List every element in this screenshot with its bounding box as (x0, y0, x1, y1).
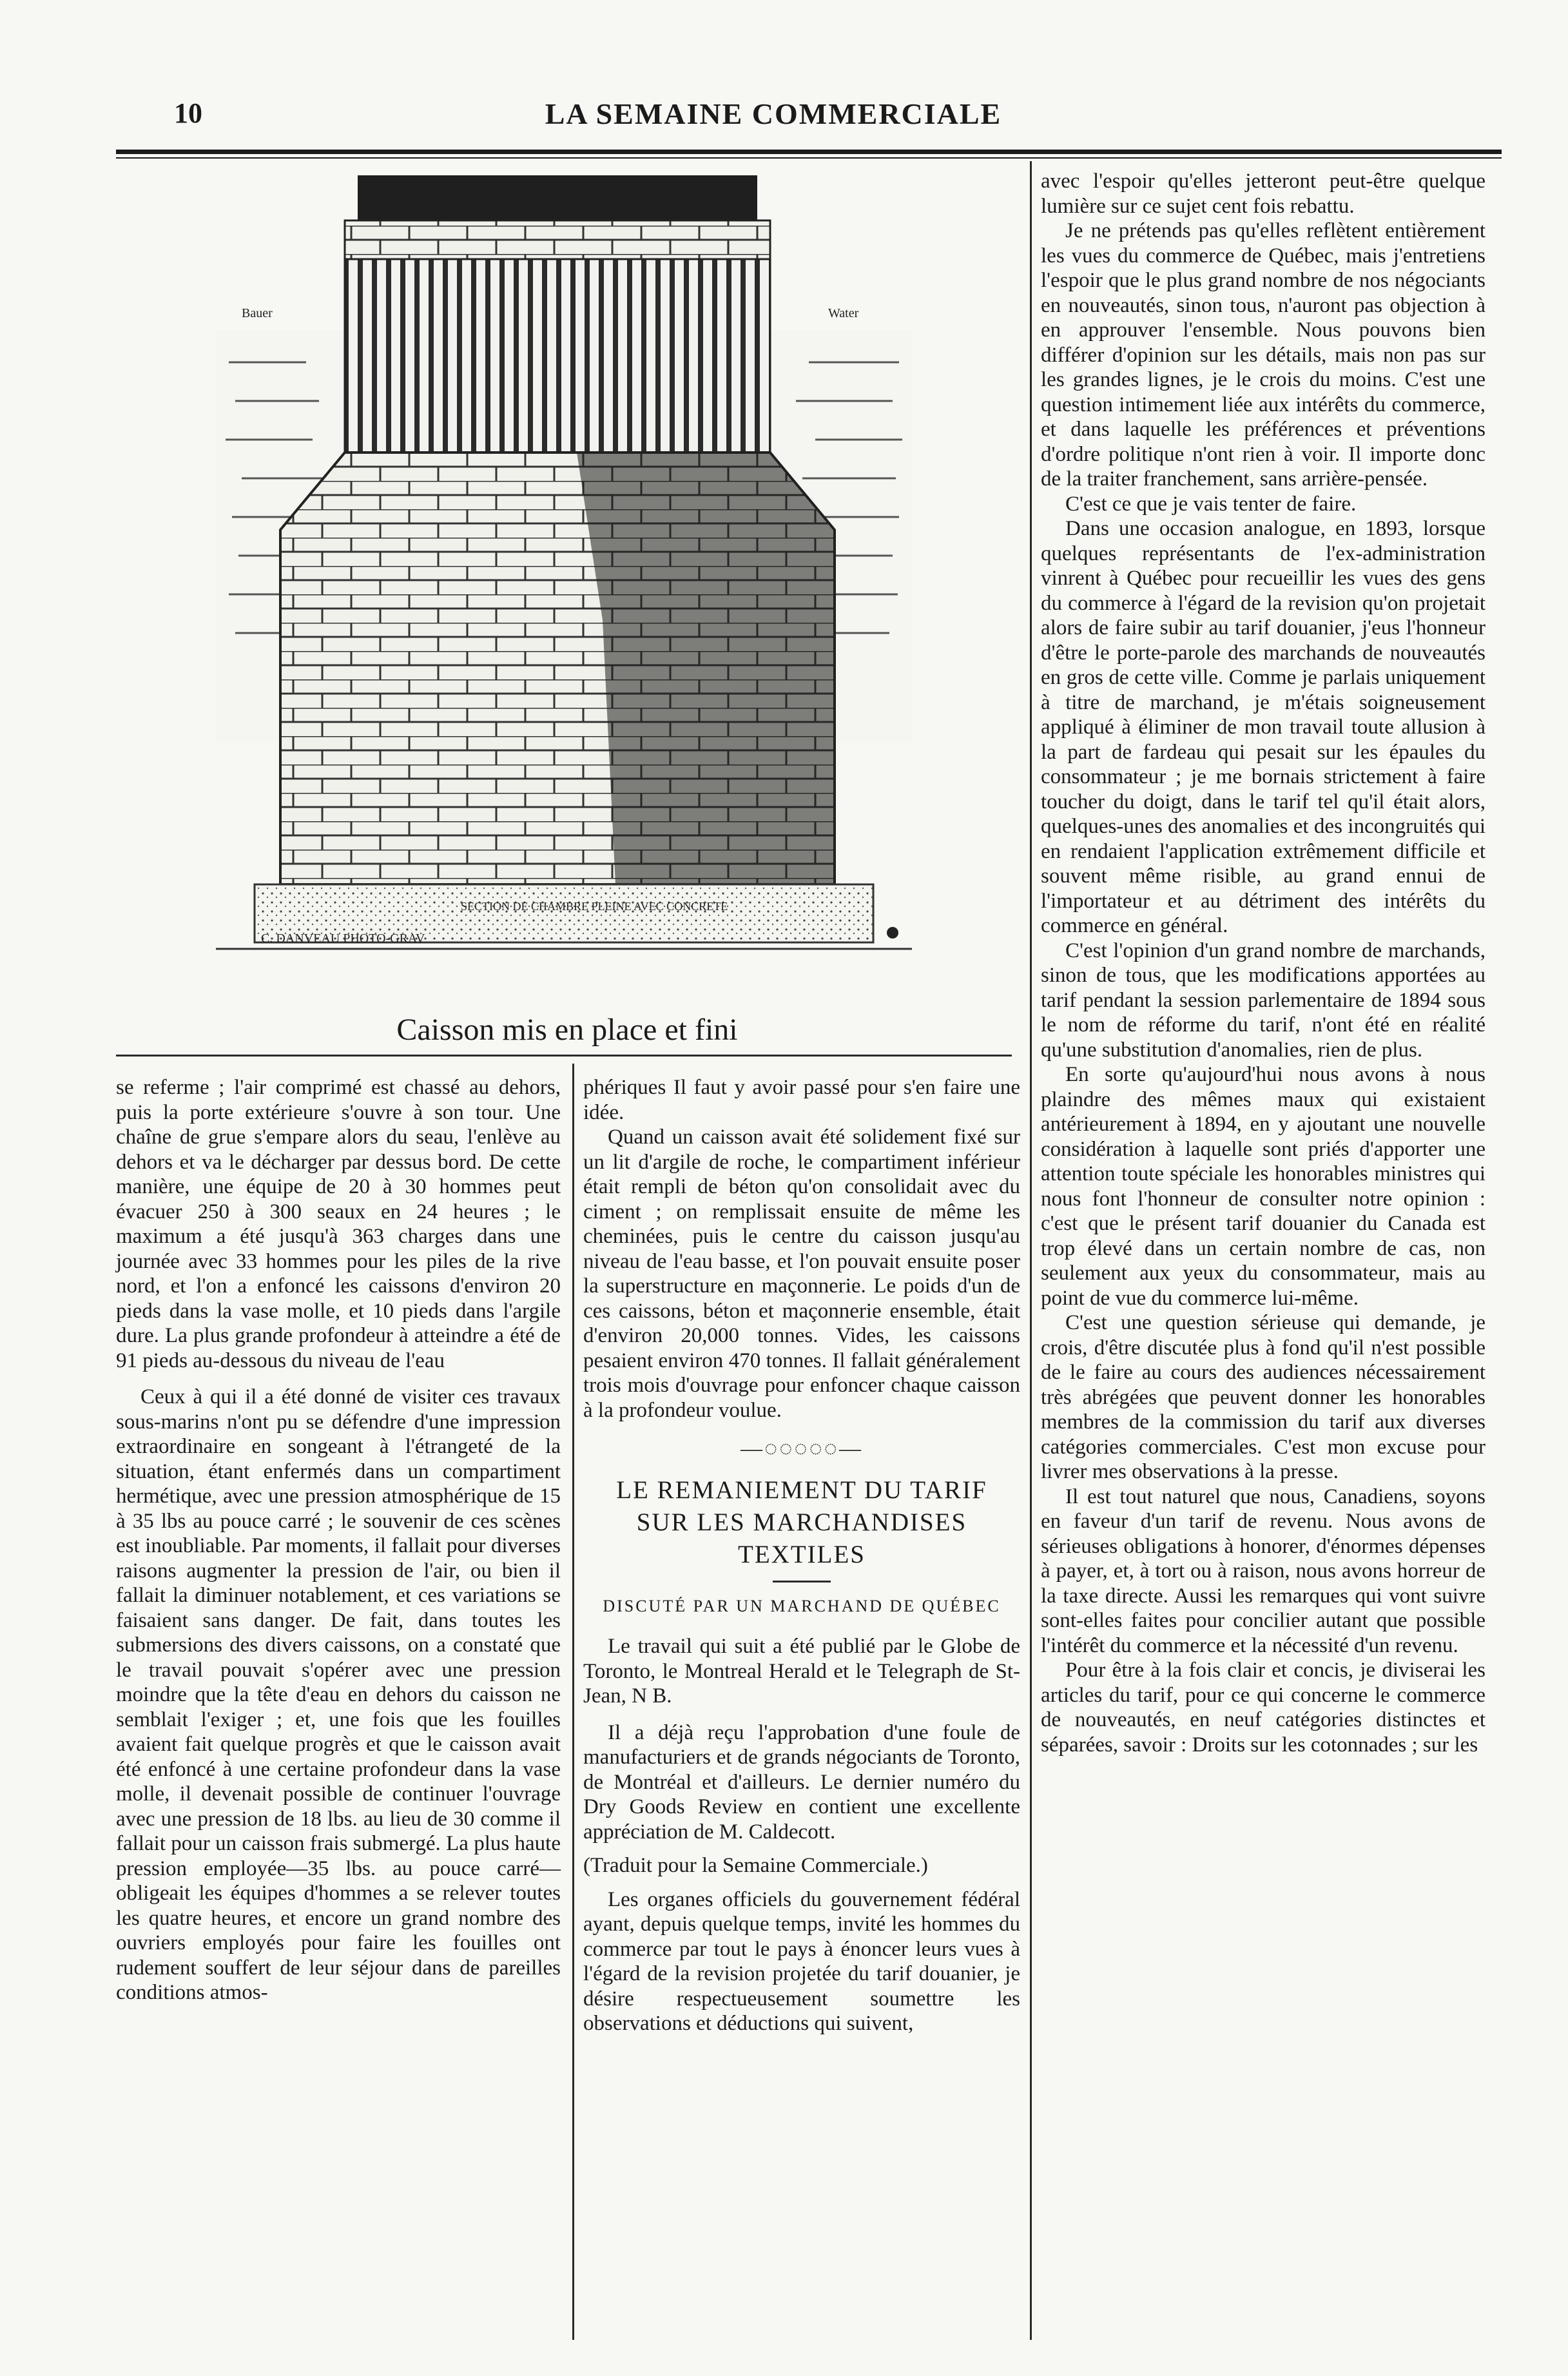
col3-paragraph: avec l'espoir qu'elles jetteront peut-être quelque lumière sur ce sujet cent fois rebattu. (1041, 170, 1486, 218)
col3-paragraph: Dans une occasion analogue, en 1893, lorsque quelques représentants de l'ex-administration vinrent à Québec pour recueillir les vues des gens du commerce à l'égard de la revision qu'on projetait alors de faire subir au tarif douanier, j'eus l'honneur d'être le porte-parole des marchands de nouveautés en gros de cette ville. Comme je parlais uniquement à titre de marchand, je m'étais soigneusement appliqué à éliminer de mon travail toute allusion à la part de fardeau qui pesait sur les épaules du consommateur ; je me bornais strictement à faire toucher du doigt, dans le tarif tel qu'il était alors, quelques-unes des anomalies et des incongruités qui en rendaient l'application extrêmement difficile et souvent même risible, au grand ennui de l'importateur et au détriment des intérêts du commerce en général. (1041, 517, 1486, 937)
illustration-caption: Caisson mis en place et fini (396, 1013, 738, 1047)
label-section: SECTION DE CHAMBRE PLEINE AVEC CONCRETE (461, 900, 728, 913)
col3-paragraph: C'est ce que je vais tenter de faire. (1065, 492, 1357, 516)
column-divider-1 (572, 1064, 574, 2340)
col2-paragraph: Quand un caisson avait été solidement fixé sur un lit d'argile de roche, le compartiment inférieur était rempli de béton qu'on consolidait avec du ciment ; on remplissait ensuite de même les cheminées, puis le centre du caisson jusqu'au niveau de l'eau basse, et l'on pouvait ensuite poser la superstructure en maçonnerie. Le poids d'un de ces caissons, béton et maçonnerie ensemble, était d'environ 20,000 tonnes. Vides, les caissons pesaient environ 470 tonnes. Il fallait généralement trois mois d'ouvrage pour enfoncer chaque caisson à la profondeur voulue. (583, 1125, 1020, 1422)
col3-paragraph: En sorte qu'aujourd'hui nous avons à nous plaindre des mêmes maux qui existaient antérieurement à 1894, en y ajoutant une nouvelle considération à laquelle sont priés d'apporter une attention toute spéciale les honorables ministres qui nous font l'honneur de consulter notre opinion : c'est que le présent tarif douanier du Canada est trop élevé dans un certain nombre de cas, non seulement aux yeux du consommateur, mais au point de vue du commerce lui-même. (1041, 1063, 1486, 1310)
col2-paragraph: Il a déjà reçu l'approbation d'une foule de manufacturiers et de grands négociants de Toronto, de Montréal et d'ailleurs. Le dernier numéro du Dry Goods Review en contient une excellente appréciation de M. Caldecott. (583, 1720, 1020, 1844)
col2-paragraph: Le travail qui suit a été publié par le Globe de Toronto, le Montreal Herald et le Telegraph de St-Jean, N B. (583, 1635, 1020, 1708)
label-left: Bauer (242, 306, 273, 320)
page-number: 10 (174, 97, 202, 129)
label-right: Water (828, 306, 859, 320)
label-engraver: C. DANVEAU PHOTO-GRAV (261, 931, 425, 946)
col3-paragraph: Il est tout naturel que nous, Canadiens, soyons en faveur d'un tarif de revenu. Nous avons de sérieuses obligations à honorer, d'énormes dépenses à payer, et, à tort ou à raison, nous avons horreur de la taxe directe. Aussi les remarques qui vont suivre sont-elles faites pour concilier autant que possible l'intérêt du commerce et la nécessité d'un revenu. (1041, 1485, 1486, 1657)
col3-paragraph: C'est l'opinion d'un grand nombre de marchands, sinon de tous, que les modifications apportées au tarif pendant la session parlementaire de 1894 sous le nom de réforme du tarif, n'ont été en réalité qu'une substitution d'anomalies, rien de plus. (1041, 939, 1486, 1062)
article-title-line-3: TEXTILES (738, 1540, 866, 1568)
caisson-engraving (216, 169, 912, 975)
title-rule (773, 1581, 831, 1582)
col3-paragraph: Je ne prétends pas qu'elles reflètent entièrement les vues du commerce de Québec, mais j'entretiens l'espoir que le plus grand nombre de nos négociants en nouveautés, sinon tous, n'auront pas objection à en approuver l'ensemble. Nous pouvons bien différer d'opinion sur les détails, mais non pas sur les grandes lignes, je le crois du moins. C'est une question intimement liée aux intérêts du commerce, et dans laquelle les préférences et préventions d'ordre politique n'ont rien à voir. Il importe donc de la traiter franchement, sans arrière-pensée. (1041, 219, 1486, 491)
page-header (116, 97, 1431, 135)
column-1 (116, 1075, 561, 2005)
translation-note: (Traduit pour la Semaine Commerciale.) (583, 1854, 928, 1877)
column-divider-2 (1030, 161, 1032, 2340)
col1-paragraph: Ceux à qui il a été donné de visiter ces travaux sous-marins n'ont pu se défendre d'une impression extraordinaire en songeant à l'étrangeté de la situation, étant enfermés dans un compartiment hermétique, avec une pression atmosphérique de 15 à 35 lbs au pouce carré ; le souvenir de ces scènes est inoubliable. Par moments, il fallait pour diverses raisons augmenter la pression de l'air, ou bien il fallait la diminuer notablement, et ces variations se faisaient sans danger. De fait, dans toutes les submersions des divers caissons, on a constaté que le travail pouvait s'opérer avec une pression moindre que la tête d'eau en dehors du caisson ne semblait l'exiger ; et, une fois que les fouilles avaient fait quelque progrès et que le caisson avait été enfoncé à une certaine profondeur dans la vase molle, il devenait possible de continuer l'ouvrage avec une pression de 18 lbs. au lieu de 30 comme il fallait pour un caisson frais submergé. La plus haute pression employée—35 lbs. au pouce carré—obligeait les équipes d'hommes a se relever toutes les quatre heures, et encore un grand nombre des ouvriers employés pour faire les fouilles ont rudement souffert de leur séjour dans de pareilles conditions atmos- (116, 1385, 561, 2004)
article-subtitle: DISCUTÉ PAR UN MARCHAND DE QUÉBEC (603, 1596, 1001, 1615)
journal-title: LA SEMAINE COMMERCIALE (545, 97, 1002, 130)
header-rule-thin (116, 157, 1502, 159)
column-2 (583, 1075, 1020, 2036)
article-title-line-2: SUR LES MARCHANDISES (636, 1508, 967, 1536)
section-ornament: —◌◌◌◌◌— (740, 1437, 864, 1461)
caption-rule (116, 1055, 1012, 1057)
header-rule-thick (116, 150, 1502, 154)
col3-paragraph: Pour être à la fois clair et concis, je diviserai les articles du tarif, pour ce qui concerne le commerce de nouveautés, en neuf catégories distinctes et séparées, savoir : Droits sur les cotonnades ; sur les (1041, 1659, 1486, 1757)
col1-paragraph: se referme ; l'air comprimé est chassé au dehors, puis la porte extérieure s'ouvre à son tour. Une chaîne de grue s'empare alors du seau, l'enlève au dehors et va le décharger par dessus bord. De cette manière, une équipe de 20 à 30 hommes peut évacuer 250 à 300 seaux en 24 heures ; le maximum a été jusqu'à 363 charges dans une journée avec 33 hommes pour les piles de la rive nord, et l'on a enfoncé les caissons d'environ 20 pieds dans la vase molle, et 10 pieds dans l'argile dure. La plus grande profondeur à atteindre a été de 91 pieds au-dessous du niveau de l'eau (116, 1076, 561, 1372)
col2-paragraph: phériques Il faut y avoir passé pour s'en faire une idée. (583, 1076, 1020, 1124)
article-title-line-1: LE REMANIEMENT DU TARIF (616, 1475, 987, 1504)
col3-paragraph: C'est une question sérieuse qui demande, je crois, d'être discutée plus à fond qu'il n'est possible de le faire au cours des audiences nécessairement très abrégées que peuvent donner les honorables membres de la commission du tarif aux diverses catégories commerciales. C'est mon excuse pour livrer mes observations à la presse. (1041, 1311, 1486, 1483)
column-3 (1041, 169, 1486, 1757)
col2-paragraph: Les organes officiels du gouvernement fédéral ayant, depuis quelque temps, invité les hommes du commerce par tout le pays à énoncer leurs vues à l'égard de la revision projetée du tarif douanier, je désire respectueusement soumettre les observations et déductions qui suivent, (583, 1887, 1020, 2035)
